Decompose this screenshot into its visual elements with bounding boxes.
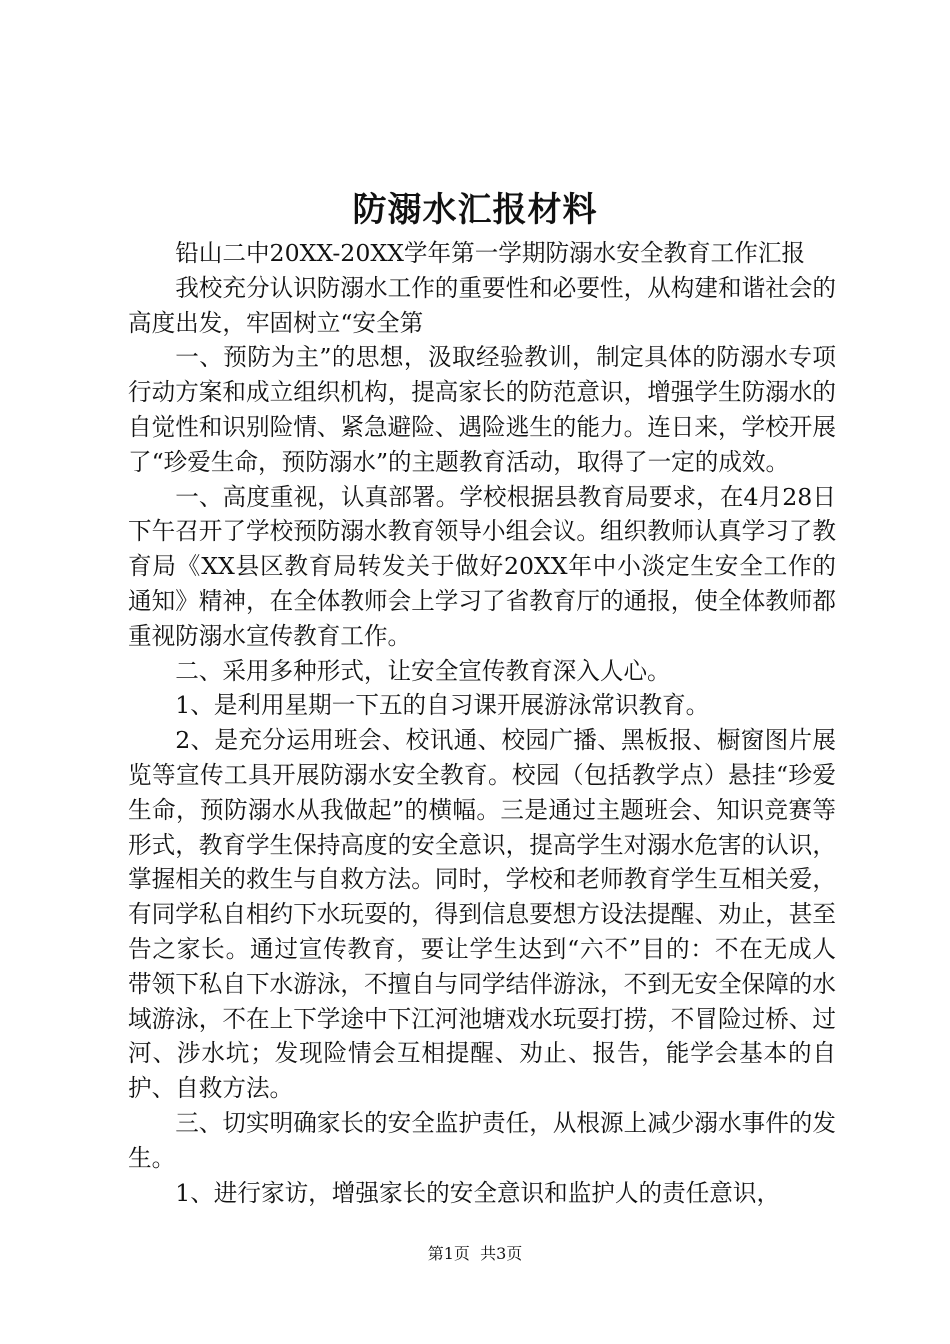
paragraph: 1、进行家访，增强家长的安全意识和监护人的责任意识， [175, 1178, 781, 1207]
paragraph: 三、切实明确家长的安全监护责任，从根源上减少溺水事件的发生。 [128, 1108, 836, 1172]
page-footer: 第1页 共3页 [427, 1244, 523, 1263]
paragraph: 1、是利用星期一下五的自习课开展游泳常识教育。 [175, 691, 710, 720]
paragraph: 铅山二中20XX-20XX学年第一学期防溺水安全教育工作汇报 [175, 239, 806, 267]
paragraph: 二、采用多种形式，让安全宣传教育深入人心。 [175, 656, 671, 685]
document-title: 防溺水汇报材料 [352, 190, 598, 230]
paragraph: 一、预防为主”的思想，汲取经验教训，制定具体的防溺水专项行动方案和成立组织机构，提高家长的防范意识，增强学生防溺水的自觉性和识别险情、紧急避险、遇险逃生的能力。连日来，学校开展了“珍爱生命，预防溺水”的主题教育活动，取得了一定的成效。 [128, 343, 836, 476]
paragraph: 一、高度重视，认真部署。学校根据县教育局要求，在4月28日下午召开了学校预防溺水教育领导小组会议。组织教师认真学习了教育局《XX县区教育局转发关于做好20XX年中小淡定生安全工作的通知》精神，在全体教师会上学习了省教育厅的通报，使全体教师都重视防溺水宣传教育工作。 [128, 482, 836, 650]
paragraph: 2、是充分运用班会、校讯通、校园广播、黑板报、橱窗图片展览等宣传工具开展防溺水安全教育。校园（包括教学点）悬挂“珍爱生命，预防溺水从我做起”的横幅。三是通过主题班会、知识竞赛等形式，教育学生保持高度的安全意识，提高学生对溺水危害的认识，掌握相关的救生与自救方法。同时，学校和老师教育学生互相关爱，有同学私自相约下水玩耍的，得到信息要想方设法提醒、劝止，甚至告之家长。通过宣传教育，要让学生达到“六不”目的：不在无成人带领下私自下水游泳，不擅自与同学结伴游泳，不到无安全保障的水域游泳，不在上下学途中下江河池塘戏水玩耍打捞，不冒险过桥、过河、涉水坑；发现险情会互相提醒、劝止、报告，能学会基本的自护、自救方法。 [128, 726, 836, 1103]
paragraph: 我校充分认识防溺水工作的重要性和必要性，从构建和谐社会的高度出发，牢固树立“安全第 [128, 273, 836, 337]
document-body [128, 236, 836, 1210]
